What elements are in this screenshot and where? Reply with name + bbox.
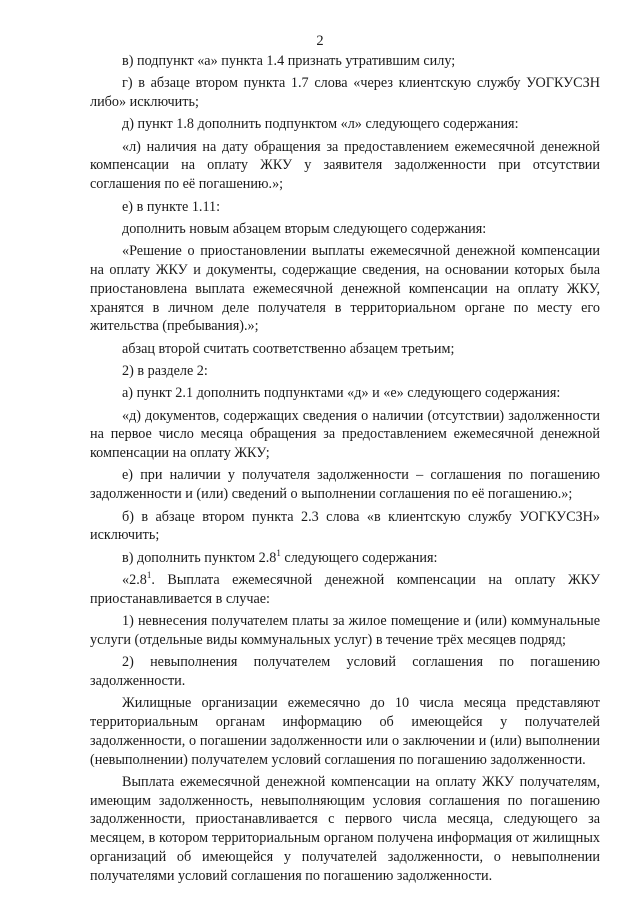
paragraph: 2) в разделе 2:	[122, 362, 208, 379]
paragraph-text: . Выплата ежемесячной денежной компенсации на оплату ЖКУ приостанавливается в случае:	[90, 571, 600, 607]
paragraph-text: «2.8	[122, 571, 147, 588]
document-body	[90, 52, 600, 886]
paragraph: в) подпункт «а» пункта 1.4 признать утратившим силу;	[122, 53, 456, 69]
paragraph: г) в абзаце втором пункта 1.7 слова «через клиентскую службу УОГКУСЗН либо» исключить;	[90, 75, 600, 111]
paragraph: абзац второй считать соответственно абзацем третьим;	[122, 340, 455, 357]
paragraph: е) при наличии у получателя задолженности – соглашения по погашению задолженности и (или) сведений о выполнении соглашения по её погашению.»;	[90, 467, 600, 503]
paragraph: Выплата ежемесячной денежной компенсации на оплату ЖКУ получателям, имеющим задолженность, невыполняющим условия соглашения по погашению задолженности, приостанавливается с первого числа месяца, следующего за месяцем, в котором территориальным органом получена информация от жилищных организаций об имеющейся у получателей задолженности, о невыполнении получателями условий соглашения по погашению задолженности.	[90, 773, 600, 884]
paragraph: «Решение о приостановлении выплаты ежемесячной денежной компенсации на оплату ЖКУ и документы, содержащие сведения, на основании которых была приостановлена выплата ежемесячной денежной компенсации на оплату ЖКУ, хранятся в личном деле получателя в территориальном органе по месту его жительства (пребывания).»;	[90, 243, 600, 335]
paragraph	[90, 549, 600, 568]
paragraph: 1) невнесения получателем платы за жилое помещение и (или) коммунальные услуги (отдельные виды коммунальных услуг) в течение трёх месяцев подряд;	[90, 613, 600, 648]
paragraph: а) пункт 2.1 дополнить подпунктами «д» и «е» следующего содержания:	[122, 385, 561, 402]
paragraph: е) в пункте 1.11:	[122, 198, 221, 215]
superscript: 1	[276, 547, 281, 558]
paragraph: б) в абзаце втором пункта 2.3 слова «в клиентскую службу УОГКУСЗН» исключить;	[90, 508, 600, 544]
superscript: 1	[146, 569, 152, 580]
paragraph-text: следующего содержания:	[280, 549, 438, 566]
paragraph: «д) документов, содержащих сведения о наличии (отсутствии) задолженности на первое число месяца обращения за предоставлением ежемесячной денежной компенсации на оплату ЖКУ;	[90, 407, 600, 462]
paragraph: дополнить новым абзацем вторым следующего содержания:	[122, 220, 487, 237]
paragraph	[90, 571, 600, 609]
page-number: 2	[316, 33, 324, 49]
paragraph: д) пункт 1.8 дополнить подпунктом «л» следующего содержания:	[122, 116, 519, 133]
paragraph-text: в) дополнить пунктом 2.8	[122, 549, 277, 566]
paragraph: 2) невыполнения получателем условий соглашения по погашению задолженности.	[90, 654, 600, 689]
paragraph: Жилищные организации ежемесячно до 10 числа месяца представляют территориальным органам информацию об имеющейся у получателей задолженности, о погашении задолженности или о заключении и (или) выполнении (невыполнении) получателем условий соглашения по погашению задолженности.	[90, 695, 600, 768]
paragraph: «л) наличия на дату обращения за предоставлением ежемесячной денежной компенсации на оплату ЖКУ у заявителя задолженности при отсутствии соглашения по её погашению.»;	[90, 138, 600, 193]
